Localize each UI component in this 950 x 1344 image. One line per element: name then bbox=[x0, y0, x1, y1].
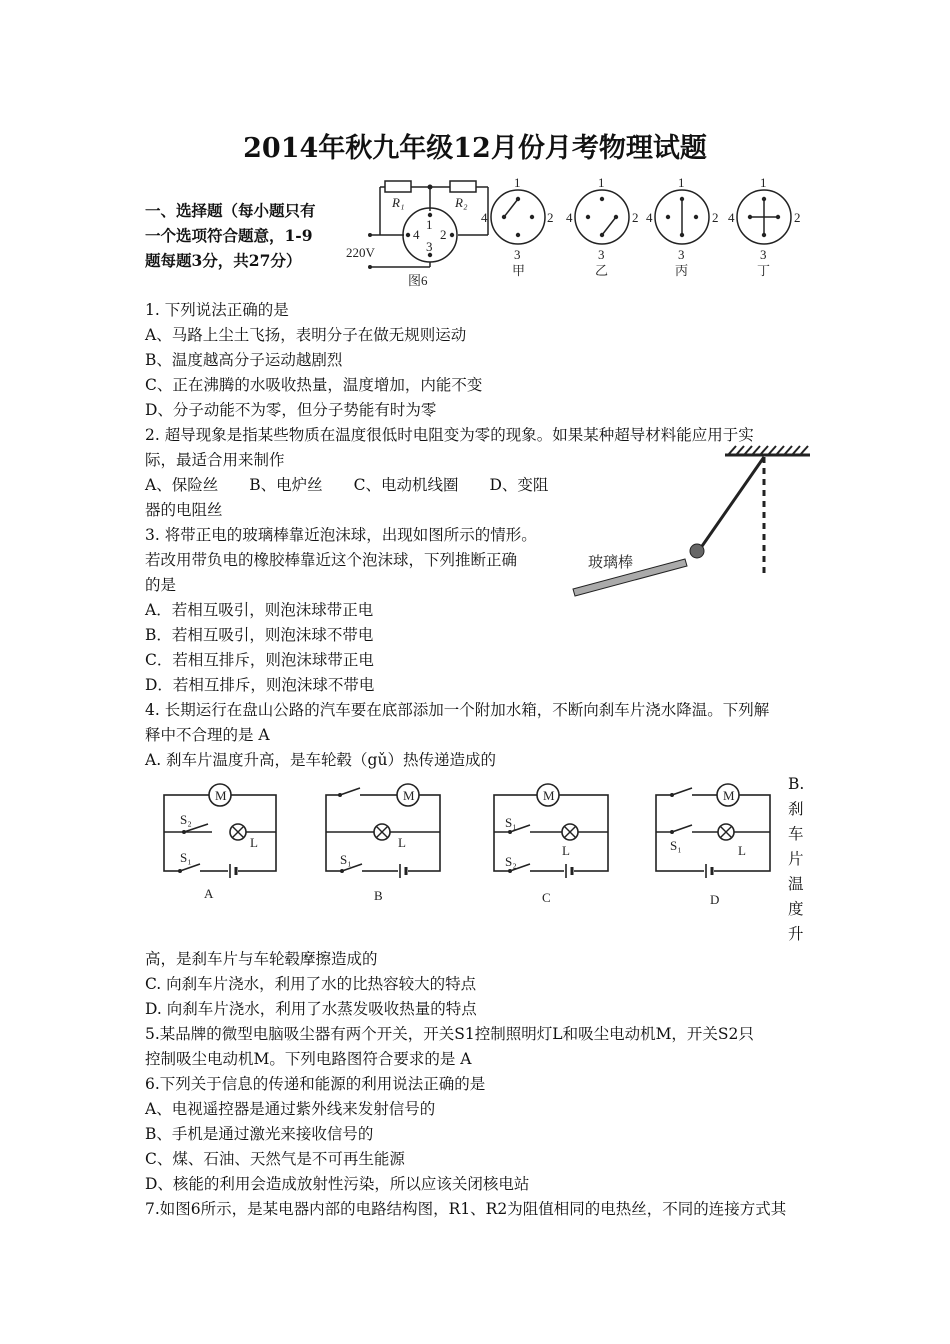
q6-option-c: C、煤、石油、天然气是不可再生能源 bbox=[145, 1150, 405, 1168]
q1-option-b: B、温度越高分子运动越剧烈 bbox=[145, 351, 343, 369]
node-4: 4 bbox=[413, 227, 420, 242]
dial2-n1: 1 bbox=[598, 175, 605, 190]
foam-ball bbox=[690, 544, 704, 558]
dial3-n3: 3 bbox=[678, 247, 685, 262]
figure-6 bbox=[340, 175, 820, 290]
circuit-c-label: C bbox=[542, 890, 551, 905]
q4-stem-2: 释中不合理的是 A bbox=[145, 726, 270, 744]
figure-caption: 图6 bbox=[408, 273, 428, 288]
dial3-n1: 1 bbox=[678, 175, 685, 190]
motor-d-label: M bbox=[723, 788, 735, 803]
dial1-label: 甲 bbox=[512, 263, 526, 278]
switch-c-s1: S₁ bbox=[505, 815, 517, 830]
q2-options-cont: 器的电阻丝 bbox=[145, 501, 223, 519]
q4-option-a: A. 刹车片温度升高，是车轮毂（gǔ）热传递造成的 bbox=[145, 751, 496, 769]
dial4-n2: 2 bbox=[794, 210, 801, 225]
switch-b-s1: S₁ bbox=[340, 852, 352, 867]
q3-option-b: B．若相互吸引，则泡沫球不带电 bbox=[145, 626, 374, 644]
rod-label: 玻璃棒 bbox=[588, 555, 634, 571]
node-3: 3 bbox=[426, 239, 433, 254]
q4-option-b-vertical: B.刹车片温度升 bbox=[788, 775, 805, 943]
r2-label: R₂ bbox=[455, 195, 468, 210]
circuit-a-label: A bbox=[204, 886, 214, 901]
q5-stem-1: 5.某品牌的微型电脑吸尘器有两个开关，开关S1控制照明灯L和吸尘电动机M，开关S2只 bbox=[145, 1025, 754, 1043]
q2-stem-1: 2. 超导现象是指某些物质在温度很低时电阻变为零的现象。如果某种超导材料能应用于实 bbox=[145, 426, 754, 444]
dial1-n1: 1 bbox=[514, 175, 521, 190]
q7-stem: 7.如图6所示，是某电器内部的电路结构图，R1、R2为阻值相同的电热丝，不同的连接方式其 bbox=[145, 1200, 787, 1218]
dial2-label: 乙 bbox=[595, 263, 609, 278]
dial3-n2: 2 bbox=[712, 210, 719, 225]
page-title: 2014年秋九年级12月份月考物理试题 bbox=[243, 133, 707, 164]
node-2: 2 bbox=[440, 227, 447, 242]
dial2-n2: 2 bbox=[632, 210, 639, 225]
switch-d-s1: S₁ bbox=[670, 838, 682, 853]
dial4-n4: 4 bbox=[728, 210, 735, 225]
q3-option-d: D．若相互排斥，则泡沫球不带电 bbox=[145, 676, 375, 694]
switch-a-s1: S₁ bbox=[180, 850, 192, 865]
q5-stem-2: 控制吸尘电动机M。下列电路图符合要求的是 A bbox=[145, 1050, 472, 1068]
circuit-diagrams bbox=[150, 780, 780, 910]
motor-b-label: M bbox=[403, 788, 415, 803]
voltage-label: 220V bbox=[346, 245, 375, 260]
lamp-b-label: L bbox=[398, 835, 406, 850]
dial4-label: 丁 bbox=[757, 263, 771, 278]
r1-label: R₁ bbox=[392, 195, 405, 210]
q1-option-a: A、马路上尘土飞扬，表明分子在做无规则运动 bbox=[145, 326, 467, 344]
circuit-b-label: B bbox=[374, 888, 383, 903]
q6-option-d: D、核能的利用会造成放射性污染，所以应该关闭核电站 bbox=[145, 1175, 530, 1193]
q3-stem-1: 3. 将带正电的玻璃棒靠近泡沫球，出现如图所示的情形。 bbox=[145, 526, 537, 544]
dial3-n4: 4 bbox=[646, 210, 653, 225]
resistor-r2 bbox=[450, 181, 476, 192]
dial1-n2: 2 bbox=[547, 210, 554, 225]
q3-option-a: A．若相互吸引，则泡沫球带正电 bbox=[145, 601, 374, 619]
q1-option-d: D、分子动能不为零，但分子势能有时为零 bbox=[145, 401, 437, 419]
section-heading: 一、选择题（每小题只有一个选项符合题意，1-9题每题3分，共27分） bbox=[145, 201, 316, 270]
dial2-n4: 4 bbox=[566, 210, 573, 225]
dial4-n1: 1 bbox=[760, 175, 767, 190]
q6-option-b: B、手机是通过激光来接收信号的 bbox=[145, 1125, 374, 1143]
q3-stem-3: 的是 bbox=[145, 576, 177, 594]
q2-options: A、保险丝 B、电炉丝 C、电动机线圈 D、变阻 bbox=[145, 476, 549, 494]
q6-stem: 6.下列关于信息的传递和能源的利用说法正确的是 bbox=[145, 1075, 486, 1093]
dial2-n3: 3 bbox=[598, 247, 605, 262]
q3-stem-2: 若改用带负电的橡胶棒靠近这个泡沫球，下列推断正确 bbox=[145, 551, 518, 569]
q3-option-c: C．若相互排斥，则泡沫球带正电 bbox=[145, 651, 374, 669]
motor-c-label: M bbox=[543, 788, 555, 803]
dial3-label: 丙 bbox=[675, 263, 689, 278]
q4-option-c: C. 向刹车片浇水，利用了水的比热容较大的特点 bbox=[145, 975, 477, 993]
node-1: 1 bbox=[426, 217, 433, 232]
lamp-c-label: L bbox=[562, 843, 570, 858]
q1-stem: 1. 下列说法正确的是 bbox=[145, 301, 289, 319]
dial1-n3: 3 bbox=[514, 247, 521, 262]
motor-a-label: M bbox=[215, 788, 227, 803]
switch-a-s2: S₂ bbox=[180, 812, 192, 827]
q4-option-d: D. 向刹车片浇水，利用了水蒸发吸收热量的特点 bbox=[145, 1000, 477, 1018]
q4-option-b-cont: 高，是刹车片与车轮毂摩擦造成的 bbox=[145, 950, 378, 968]
q2-stem-2: 际，最适合用来制作 bbox=[145, 451, 285, 469]
pendulum-figure bbox=[570, 445, 810, 605]
dial1-n4: 4 bbox=[481, 210, 488, 225]
lamp-d-label: L bbox=[738, 843, 746, 858]
switch-c-s2: S₂ bbox=[505, 854, 517, 869]
q4-stem-1: 4. 长期运行在盘山公路的汽车要在底部添加一个附加水箱，不断向刹车片浇水降温。下列解 bbox=[145, 701, 770, 719]
circuit-d-label: D bbox=[710, 892, 720, 907]
q6-option-a: A、电视遥控器是通过紫外线来发射信号的 bbox=[145, 1100, 436, 1118]
lamp-a-label: L bbox=[250, 835, 258, 850]
resistor-r1 bbox=[385, 181, 411, 192]
q1-option-c: C、正在沸腾的水吸收热量，温度增加，内能不变 bbox=[145, 376, 483, 394]
dial4-n3: 3 bbox=[760, 247, 767, 262]
